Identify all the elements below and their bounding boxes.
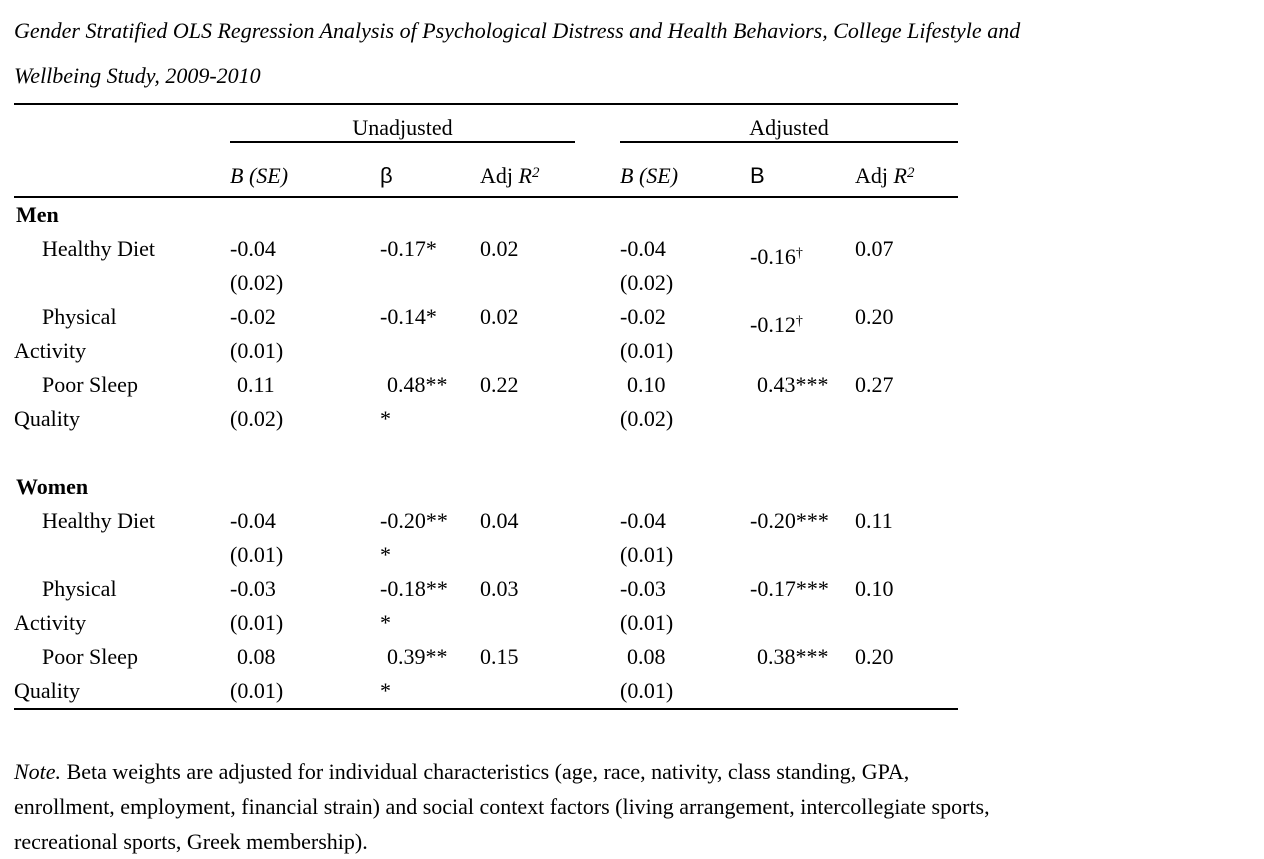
cell-adj-adjr2: 0.10 [855, 576, 894, 601]
row-label [14, 300, 230, 368]
row-label-line: Physical [42, 576, 117, 601]
group-gap [575, 104, 620, 142]
col-header-adj-beta [750, 142, 855, 197]
cell-adj-adjr2: 0.20 [855, 644, 894, 669]
section-header-women [14, 470, 958, 504]
cell-adj-bse: -0.04 (0.02) [620, 236, 674, 295]
note-lead: Note. [14, 759, 62, 784]
cell-unadj-beta: -0.18** * [380, 576, 448, 635]
cell-unadj-adjr2: 0.02 [480, 236, 519, 261]
row-label-line: Healthy Diet [42, 508, 156, 533]
group-header-unadjusted: Unadjusted [230, 104, 575, 142]
cell-unadj-adjr2: 0.03 [480, 576, 519, 601]
group-header-row [14, 104, 958, 142]
cell-adj-beta: -0.20*** [750, 508, 829, 533]
group-gap [575, 504, 620, 572]
cell-unadj-bse: 0.11 (0.02) [230, 372, 284, 431]
col-header-unadj-bse [230, 142, 380, 197]
col-header-label: β [380, 163, 393, 188]
cell-unadj-adjr2: 0.22 [480, 372, 519, 397]
table-row [14, 300, 958, 368]
col-header-label: Adj $R^2$ [855, 163, 915, 188]
group-gap [575, 640, 620, 709]
col-header-label: B (SE) [620, 163, 679, 188]
table-row [14, 504, 958, 572]
row-label-line: Poor Sleep [42, 644, 138, 669]
group-gap [575, 572, 620, 640]
row-label-line: Activity [14, 610, 87, 635]
col-header-label: Adj $R^2$ [480, 163, 540, 188]
row-label-line [14, 538, 230, 572]
section-label: Women [16, 474, 89, 499]
row-label-line: Physical [42, 304, 117, 329]
cell-adj-adjr2: 0.07 [855, 236, 894, 261]
row-label [14, 232, 230, 300]
cell-adj-beta: -0.16† [750, 244, 803, 269]
table-title-line: Gender Stratified OLS Regression Analysis of Psychological Distress and Health Behaviors, College Lifestyle and [14, 18, 1021, 43]
empty-corner-cell [14, 104, 230, 142]
column-header-row [14, 142, 958, 197]
row-label [14, 368, 230, 436]
cell-adj-bse: -0.03 (0.01) [620, 576, 674, 635]
cell-unadj-bse: -0.03 (0.01) [230, 576, 284, 635]
row-label [14, 572, 230, 640]
cell-unadj-adjr2: 0.15 [480, 644, 519, 669]
row-label-line: Quality [14, 678, 80, 703]
row-label-line: Activity [14, 338, 87, 363]
cell-adj-beta: -0.17*** [750, 576, 829, 601]
col-header-label: Β [750, 163, 765, 188]
table-title-line: Wellbeing Study, 2009-2010 [14, 63, 261, 88]
cell-unadj-beta: 0.48** * [380, 372, 448, 431]
group-gap [575, 368, 620, 436]
col-header-adj-adjr2 [855, 142, 958, 197]
col-header-label: B (SE) [230, 163, 289, 188]
cell-adj-bse: 0.08 (0.01) [620, 644, 674, 703]
row-label-line: Quality [14, 406, 80, 431]
cell-unadj-adjr2: 0.02 [480, 304, 519, 329]
row-label [14, 640, 230, 709]
table-row [14, 640, 958, 709]
cell-adj-adjr2: 0.11 [855, 508, 893, 533]
col-header-adj-bse [620, 142, 750, 197]
cell-unadj-beta: -0.17* [380, 236, 437, 261]
cell-adj-beta: -0.12† [750, 312, 803, 337]
group-gap [575, 232, 620, 300]
table-row [14, 368, 958, 436]
col-header-unadj-beta [380, 142, 480, 197]
dagger-marker: † [795, 314, 803, 329]
cell-unadj-bse: -0.04 (0.02) [230, 236, 284, 295]
cell-adj-adjr2: 0.27 [855, 372, 894, 397]
cell-unadj-bse: 0.08 (0.01) [230, 644, 284, 703]
regression-table [14, 103, 958, 710]
group-gap [575, 142, 620, 197]
cell-adj-beta: 0.43*** [757, 372, 829, 397]
section-header-men [14, 197, 958, 232]
table-note [14, 754, 1248, 859]
cell-unadj-beta: -0.14* [380, 304, 437, 329]
table-row [14, 572, 958, 640]
cell-adj-bse: 0.10 (0.02) [620, 372, 674, 431]
cell-unadj-bse: -0.02 (0.01) [230, 304, 284, 363]
table-title [14, 8, 1248, 98]
cell-adj-adjr2: 0.20 [855, 304, 894, 329]
note-line: Note. Beta weights are adjusted for individual characteristics (age, race, nativity, class standing, GPA, [14, 759, 910, 784]
section-spacer [14, 436, 958, 470]
table-row [14, 232, 958, 300]
section-label: Men [16, 202, 59, 227]
col-header-unadj-adjr2 [480, 142, 575, 197]
cell-adj-beta: 0.38*** [757, 644, 829, 669]
row-label-line: Healthy Diet [42, 236, 156, 261]
cell-unadj-bse: -0.04 (0.01) [230, 508, 284, 567]
cell-adj-bse: -0.04 (0.01) [620, 508, 674, 567]
group-gap [575, 300, 620, 368]
cell-unadj-adjr2: 0.04 [480, 508, 519, 533]
row-label-line [14, 266, 230, 300]
cell-adj-bse: -0.02 (0.01) [620, 304, 674, 363]
dagger-marker: † [795, 246, 803, 261]
note-line: recreational sports, Greek membership). [14, 829, 368, 854]
row-label-line: Poor Sleep [42, 372, 138, 397]
note-line: enrollment, employment, financial strain) and social context factors (living arrangement, intercollegiate sports, [14, 794, 990, 819]
cell-unadj-beta: 0.39** * [380, 644, 448, 703]
cell-unadj-beta: -0.20** * [380, 508, 448, 567]
row-label [14, 504, 230, 572]
empty-corner-cell [14, 142, 230, 197]
group-header-adjusted: Adjusted [620, 104, 958, 142]
